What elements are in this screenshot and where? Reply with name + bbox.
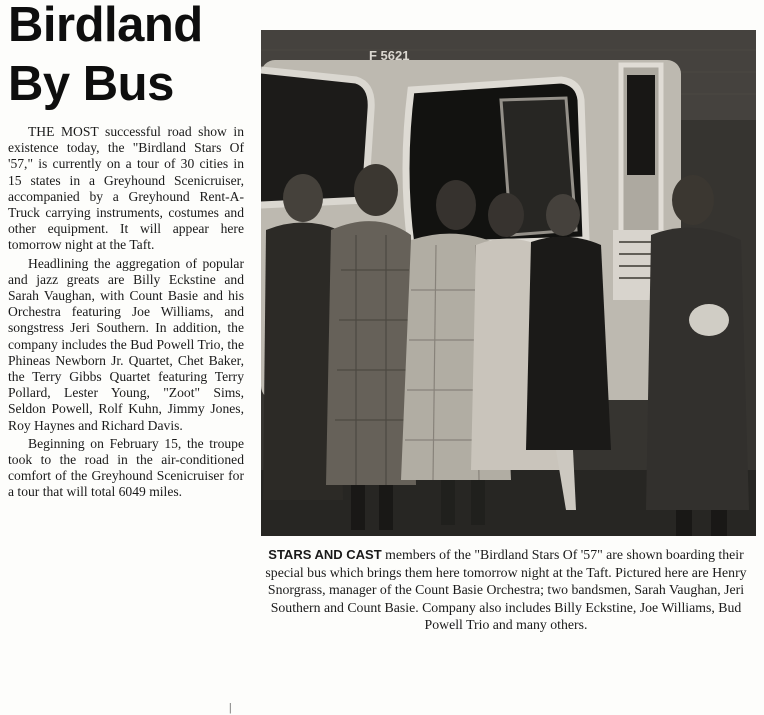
article-paragraph-2: Headlining the aggregation of popular and jazz greats are Billy Eckstine and Sarah Vaughan, with Count Basie and his Orchestra featuring Joe Williams, and songstress Jeri Southern. In addition, the company includes the Bud Powell Trio, the Phineas Newborn Jr. Quartet, Chet Baker, the Terry Gibbs Quartet featuring Terry Pollard, Lester Young, "Zoot" Sims, Seldon Powell, Rolf Kuhn, Jimmy Jones, Roy Haynes and Richard Davis. <box>8 255 244 433</box>
article-body <box>8 124 244 503</box>
headline-line-1: Birdland <box>8 0 203 52</box>
headline <box>8 0 248 114</box>
headline-line-2: By Bus <box>8 57 174 111</box>
caption-text: members of the "Birdland Stars Of '57" are shown boarding their special bus which brings them here tomorrow night at the Taft. Pictured here are Henry Snorgrass, manager of the Count Basie Orchestra; two bandsmen, Sarah Vaughan, Jeri Southern and Count Basie. Company also includes Billy Eckstine, Joe Williams, Bud Powell Trio and many others. <box>265 547 747 633</box>
article-paragraph-3: Beginning on February 15, the troupe took to the road in the air-conditioned comfort of the Greyhound Scenicruiser for a tour that will total 6049 miles. <box>8 435 244 500</box>
news-photo <box>261 30 756 536</box>
bus-number: F 5621 <box>369 48 410 63</box>
article-paragraph-1: THE MOST successful road show in existence today, the "Birdland Stars Of '57," is currently on a tour of 30 cities in 15 states in a Greyhound Scenicruiser, accompanied by a Greyhound Rent-A-Truck carrying instruments, costumes and other equipment. It will appear here tomorrow night at the Taft. <box>8 124 244 253</box>
stray-print-mark: | <box>229 700 232 714</box>
caption-lead: STARS AND CAST <box>268 547 382 562</box>
photo-caption <box>256 546 756 634</box>
